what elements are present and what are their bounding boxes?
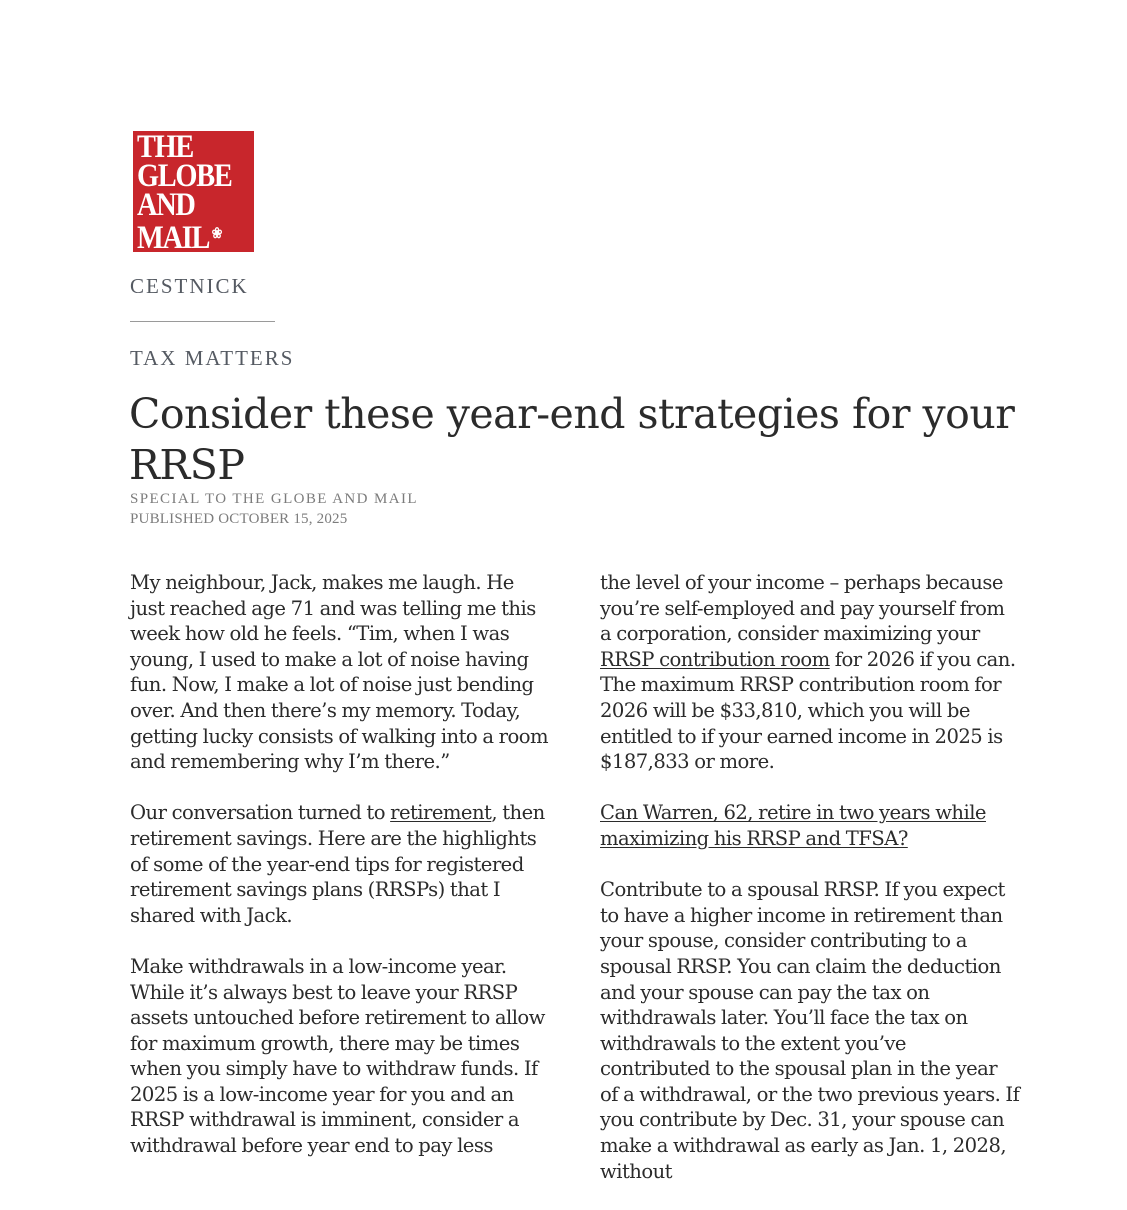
paragraph-text: the level of your income – perhaps because you’re self-employed and pay yourself from a corporation, consider maximizing your bbox=[600, 571, 1005, 646]
header-divider bbox=[130, 321, 275, 322]
related-article-link[interactable]: Can Warren, 62, retire in two years while maximizing his RRSP and TFSA? bbox=[600, 801, 986, 850]
paragraph-text: , then retirement savings. Here are the highlights of some of the year-end tips for registered retirement savings plans (RRSPs) that I shared with Jack. bbox=[130, 801, 545, 927]
byline-source: SPECIAL TO THE GLOBE AND MAIL bbox=[130, 491, 418, 507]
related-article bbox=[600, 800, 1020, 851]
article-column-right bbox=[600, 570, 1020, 1210]
maple-leaf-icon: ❀ bbox=[211, 226, 223, 242]
paragraph-contribution-room bbox=[600, 570, 1020, 775]
article-headline: Consider these year-end strategies for your RRSP bbox=[129, 390, 1015, 489]
logo-line-the: THE bbox=[137, 131, 194, 165]
logo-line-globe: GLOBE bbox=[137, 158, 232, 194]
globe-and-mail-logo bbox=[133, 131, 254, 252]
paragraph-low-income-withdrawals: Make withdrawals in a low-income year. While it’s always best to leave your RRSP assets untouched before retirement to allow for maximum growth, there may be times when you simply have to withdraw funds. If 2025 is a low-income year for you and an RRSP withdrawal is imminent, consider a withdrawal before year end to pay less bbox=[130, 954, 545, 1158]
published-date: PUBLISHED OCTOBER 15, 2025 bbox=[130, 511, 348, 527]
paragraph-text: Our conversation turned to bbox=[130, 801, 391, 825]
paragraph-intro: My neighbour, Jack, makes me laugh. He just reached age 71 and was telling me this week how old he feels. “Tim, when I was young, I used to make a lot of noise having fun. Now, I make a lot of noise just bending over. And then there’s my memory. Today, getting lucky consists of walking into a room and remembering why I’m there.” bbox=[130, 571, 549, 774]
rrsp-contribution-room-link[interactable]: RRSP contribution room bbox=[600, 647, 830, 671]
logo-line-mail: MAIL bbox=[137, 220, 210, 252]
article-column-left bbox=[130, 570, 550, 1184]
columnist-name: CESTNICK bbox=[130, 274, 249, 298]
logo-line-mail-row bbox=[137, 220, 238, 252]
logo-line-and: AND bbox=[137, 187, 195, 223]
paragraph-text: for 2026 if you can. The maximum RRSP contribution room for 2026 will be $33,810, which you will be entitled to if your earned income in 2025 is $187,833 or more. bbox=[600, 647, 1016, 774]
section-label: TAX MATTERS bbox=[130, 346, 295, 370]
retirement-link[interactable]: retirement bbox=[390, 801, 492, 825]
paragraph-conversation bbox=[130, 800, 550, 928]
paragraph-spousal-rrsp: Contribute to a spousal RRSP. If you expect to have a higher income in retirement than your spouse, consider contributing to a spousal RRSP. You can claim the deduction and your spouse can pay the tax on withdrawals later. You’ll face the tax on withdrawals to the extent you’ve contributed to the spousal plan in the year of a withdrawal, or the two previous years. If you contribute by Dec. 31, your spouse can make a withdrawal as early as Jan. 1, 2028, without bbox=[600, 878, 1020, 1183]
